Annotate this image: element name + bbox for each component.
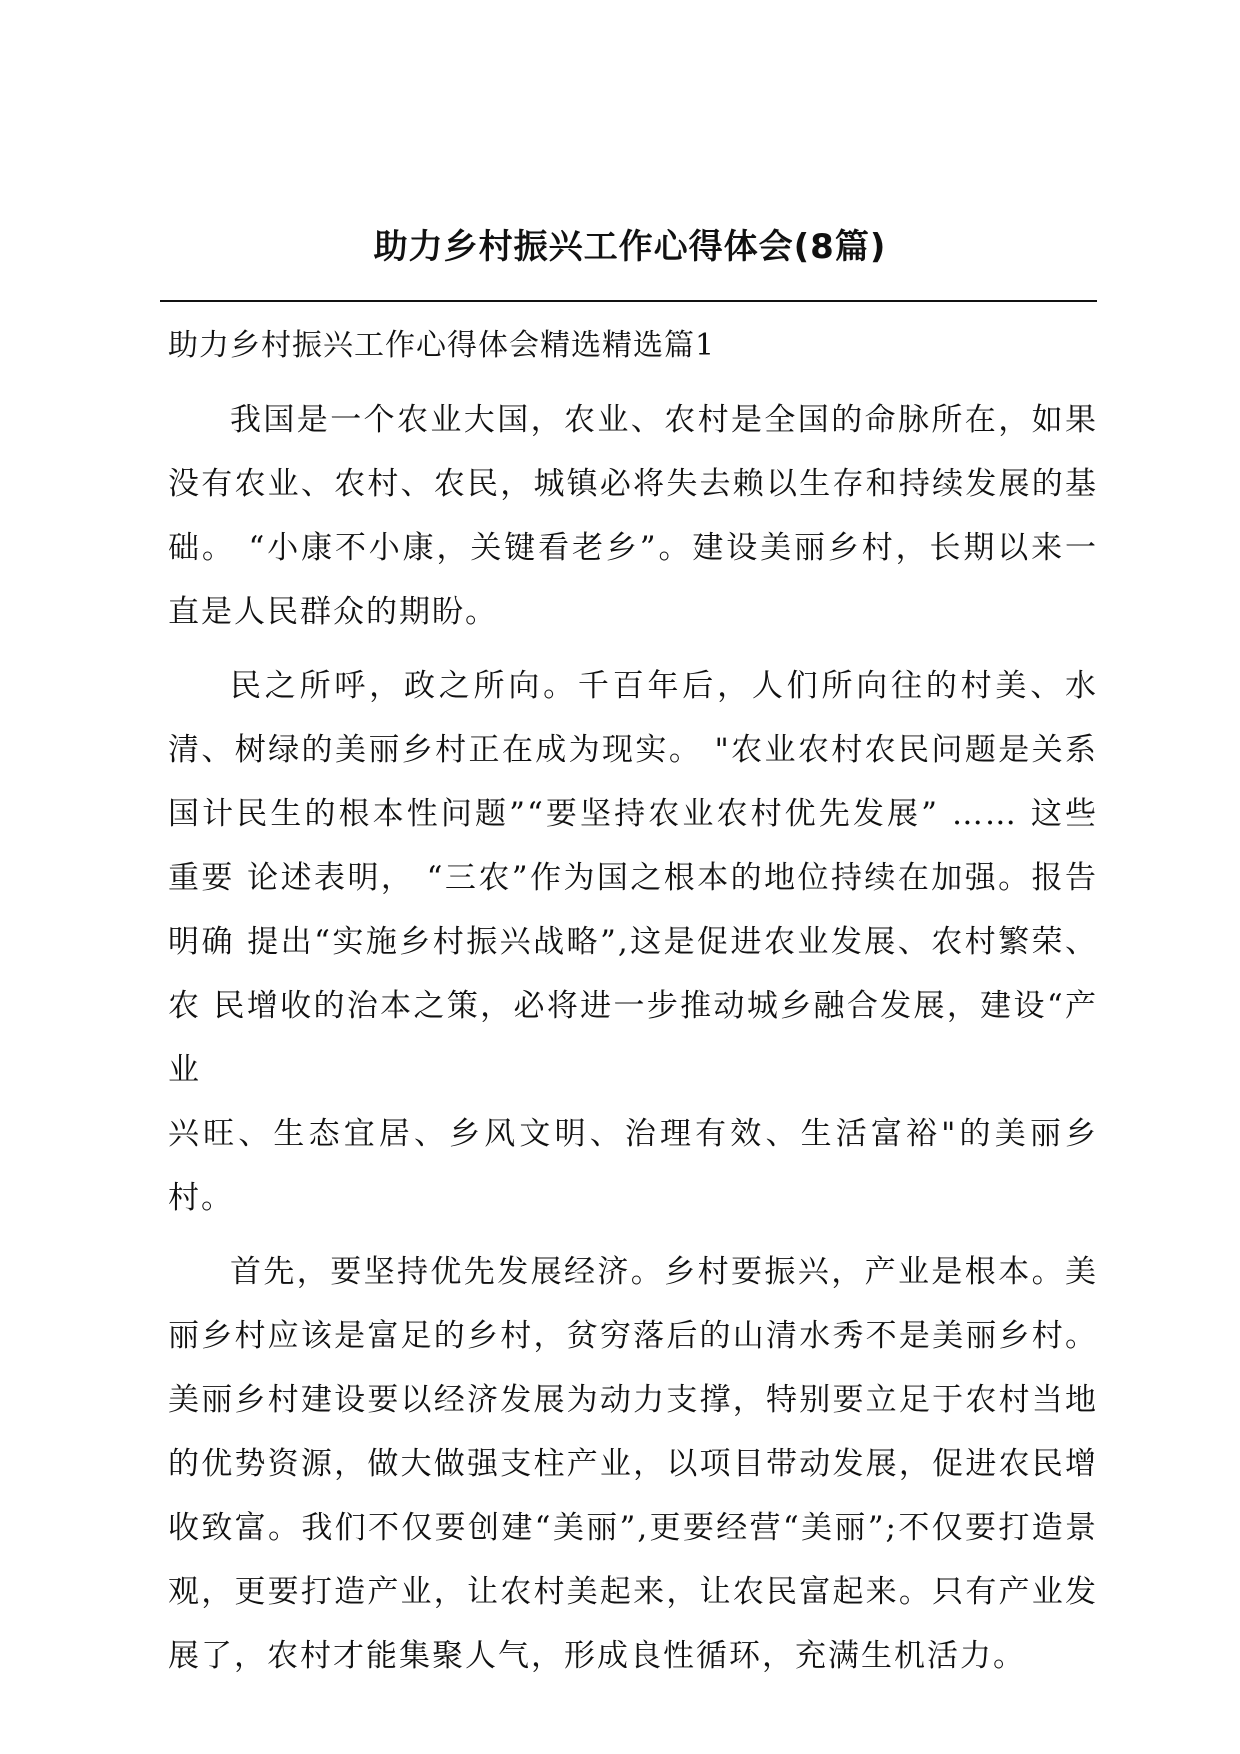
document-body	[168, 388, 1098, 1698]
paragraph-2-continuation: 兴旺、生态宜居、乡风文明、治理有效、生活富裕"的美丽乡村。	[168, 1116, 1098, 1216]
document-title: 助力乡村振兴工作心得体会(8篇)	[373, 227, 887, 267]
title-divider	[160, 300, 1097, 302]
paragraph-2	[168, 654, 1098, 1230]
section-heading: 助力乡村振兴工作心得体会精选精选篇1	[168, 328, 716, 363]
paragraph-2-text: 民之所呼，政之所向。千百年后，人们所向往的村美、水清、树绿的美丽乡村正在成为现实。 "农业农村农民问题是关系国计民生的根本性问题”“要坚持农业农村优先发展” …… 这些重要 论述表明， “三农”作为国之根本的地位持续在加强。报告明确 提出“实施乡村振兴战略”,这是促进农业发展、农村繁荣、农 民增收的治本之策，必将进一步推动城乡融合发展，建设“产业	[168, 668, 1098, 1088]
paragraph-3: 首先，要坚持优先发展经济。乡村要振兴，产业是根本。美丽乡村应该是富足的乡村，贫穷落后的山清水秀不是美丽乡村。美丽乡村建设要以经济发展为动力支撑，特别要立足于农村当地的优势资源，做大做强支柱产业，以项目带动发展，促进农民增收致富。我们不仅要创建“美丽”,更要经营“美丽”;不仅要打造景观，更要打造产业，让农村美起来，让农民富起来。只有产业发展了，农村才能集聚人气，形成良性循环，充满生机活力。	[168, 1254, 1098, 1674]
paragraph-1: 我国是一个农业大国，农业、农村是全国的命脉所在，如果没有农业、农村、农民，城镇必将失去赖以生存和持续发展的基础。 “小康不小康，关键看老乡”。建设美丽乡村，长期以来一直是人民群众的期盼。	[168, 402, 1098, 630]
